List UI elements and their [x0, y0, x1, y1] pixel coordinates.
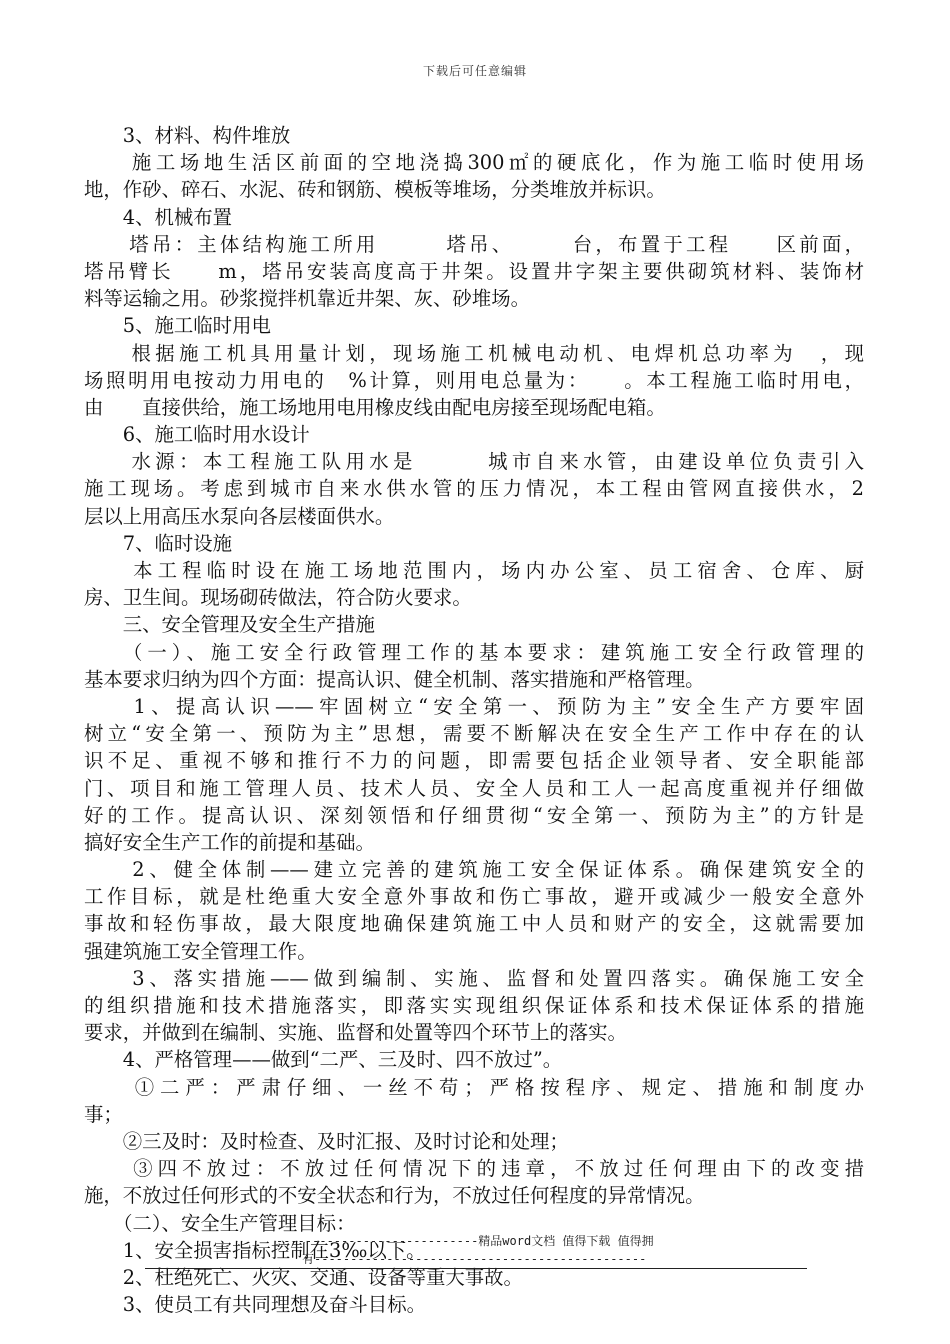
text-line: 层以上用高压水泵向各层楼面供水。 [84, 504, 395, 528]
text-line: 搞好安全生产工作的前提和基础。 [84, 830, 375, 854]
text-line: ①二严：严肃仔细、一丝不苟；严格按程序、规定、措施和制度办 [84, 1075, 864, 1099]
text-line: 6、施工临时用水设计 [84, 423, 310, 447]
text-line: 本工程临时设在施工场地范围内，场内办公室、员工宿舍、仓库、厨 [84, 559, 864, 582]
text-line: 根据施工机具用量计划，现场施工机械电动机、电焊机总功率为 ，现 [84, 341, 864, 365]
text-line: 5、施工临时用电 [84, 314, 271, 338]
text-line: 1、安全损害指标控制在3‰以下。 [84, 1238, 426, 1262]
text-line: ③四不放过：不放过任何情况下的违章，不放过任何理由下的改变措 [84, 1157, 864, 1181]
text-line: 地，作砂、碎石、水泥、砖和钢筋、模板等堆场，分类堆放并标识。 [84, 178, 666, 202]
text-line: 1、提高认识——牢固树立“安全第一、预防为主”安全生产方要牢固 [84, 694, 864, 718]
page-header-note: 下载后可任意编辑 [422, 64, 527, 78]
footer-watermark-line-2: 有---------------------------------------------- [302, 1252, 647, 1266]
text-line: 4、严格管理——做到“二严、三及时、四不放过”。 [84, 1048, 563, 1072]
text-line: 4、机械布置 [84, 205, 233, 229]
text-line: 3、使员工有共同理想及奋斗目标。 [84, 1293, 426, 1317]
text-line: 强建筑施工安全管理工作。 [84, 939, 317, 963]
text-line: 要求，并做到在编制、实施、监督和处置等四个环节上的落实。 [84, 1021, 627, 1045]
text-line: 房、卫生间。现场砌砖做法，符合防火要求。 [84, 586, 472, 610]
text-line: 水源：本工程施工队用水是 城市自来水管，由建设单位负责引入 [84, 450, 864, 474]
text-line: 3、落实措施——做到编制、实施、监督和处置四落实。确保施工安全 [84, 966, 864, 990]
text-line: 事故和轻伤事故，最大限度地确保建筑施工中人员和财产的安全，这就需要加 [84, 912, 864, 936]
text-line: （一）、施工安全行政管理工作的基本要求：建筑施工安全行政管理的 [84, 640, 864, 664]
text-line: 2、杜绝死亡、火灾、交通、设备等重大事故。 [84, 1265, 523, 1289]
document-body [84, 122, 864, 1318]
text-line: ②三及时：及时检查、及时汇报、及时讨论和处理； [84, 1129, 569, 1153]
text-line: 好的工作。提高认识、深刻领悟和仔细贯彻“安全第一、预防为主”的方针是 [84, 803, 864, 827]
text-line: 塔吊臂长 m，塔吊安装高度高于井架。设置井字架主要供砌筑材料、装饰材 [84, 259, 864, 283]
text-line: 料等运输之用。砂浆搅拌机靠近井架、灰、砂堆场。 [84, 287, 530, 311]
text-line: 门、项目和施工管理人员、技术人员、安全人员和工人一起高度重视并仔细做 [84, 776, 864, 800]
text-line: 工作目标，就是杜绝重大安全意外事故和伤亡事故，避开或减少一般安全意外 [84, 885, 864, 909]
text-line: 施，不放过任何形式的不安全状态和行为，不放过任何程度的异常情况。 [84, 1184, 705, 1208]
text-line: 2、健全体制——建立完善的建筑施工安全保证体系。确保建筑安全的 [84, 858, 864, 882]
text-line: 塔吊：主体结构施工所用 塔吊、 台，布置于工程 区前面， [84, 232, 864, 256]
text-line: 树立“安全第一、预防为主”思想，需要不断解决在安全生产工作中存在的认 [84, 722, 864, 746]
text-line: 基本要求归纳为四个方面：提高认识、健全机制、落实措施和严格管理。 [84, 667, 705, 691]
text-line: 7、临时设施 [84, 531, 233, 555]
footer-divider [145, 1268, 807, 1269]
text-line: 3、材料、构件堆放 [84, 124, 291, 147]
footer-watermark-line-1: ----------------------------精品word文档 值得下载 值得拥 [276, 1234, 654, 1248]
text-line: 场照明用电按动力用电的 %计算，则用电总量为： 。本工程施工临时用电， [84, 368, 864, 392]
text-line: 施工场地生活区前面的空地浇捣300㎡的硬底化，作为施工临时使用场 [84, 151, 864, 175]
text-line: 识不足、重视不够和推行不力的问题，即需要包括企业领导者、安全职能部 [84, 749, 864, 773]
text-line: 施工现场。考虑到城市自来水供水管的压力情况，本工程由管网直接供水，2 [84, 477, 864, 501]
text-line: （二）、安全生产管理目标： [84, 1211, 356, 1235]
text-line: 由 直接供给，施工场地用电用橡皮线由配电房接至现场配电箱。 [84, 395, 666, 419]
text-line: 三、安全管理及安全生产措施 [84, 613, 375, 637]
text-line: 事； [84, 1102, 123, 1126]
text-line: 的组织措施和技术措施落实，即落实实现组织保证体系和技术保证体系的措施 [84, 994, 864, 1017]
